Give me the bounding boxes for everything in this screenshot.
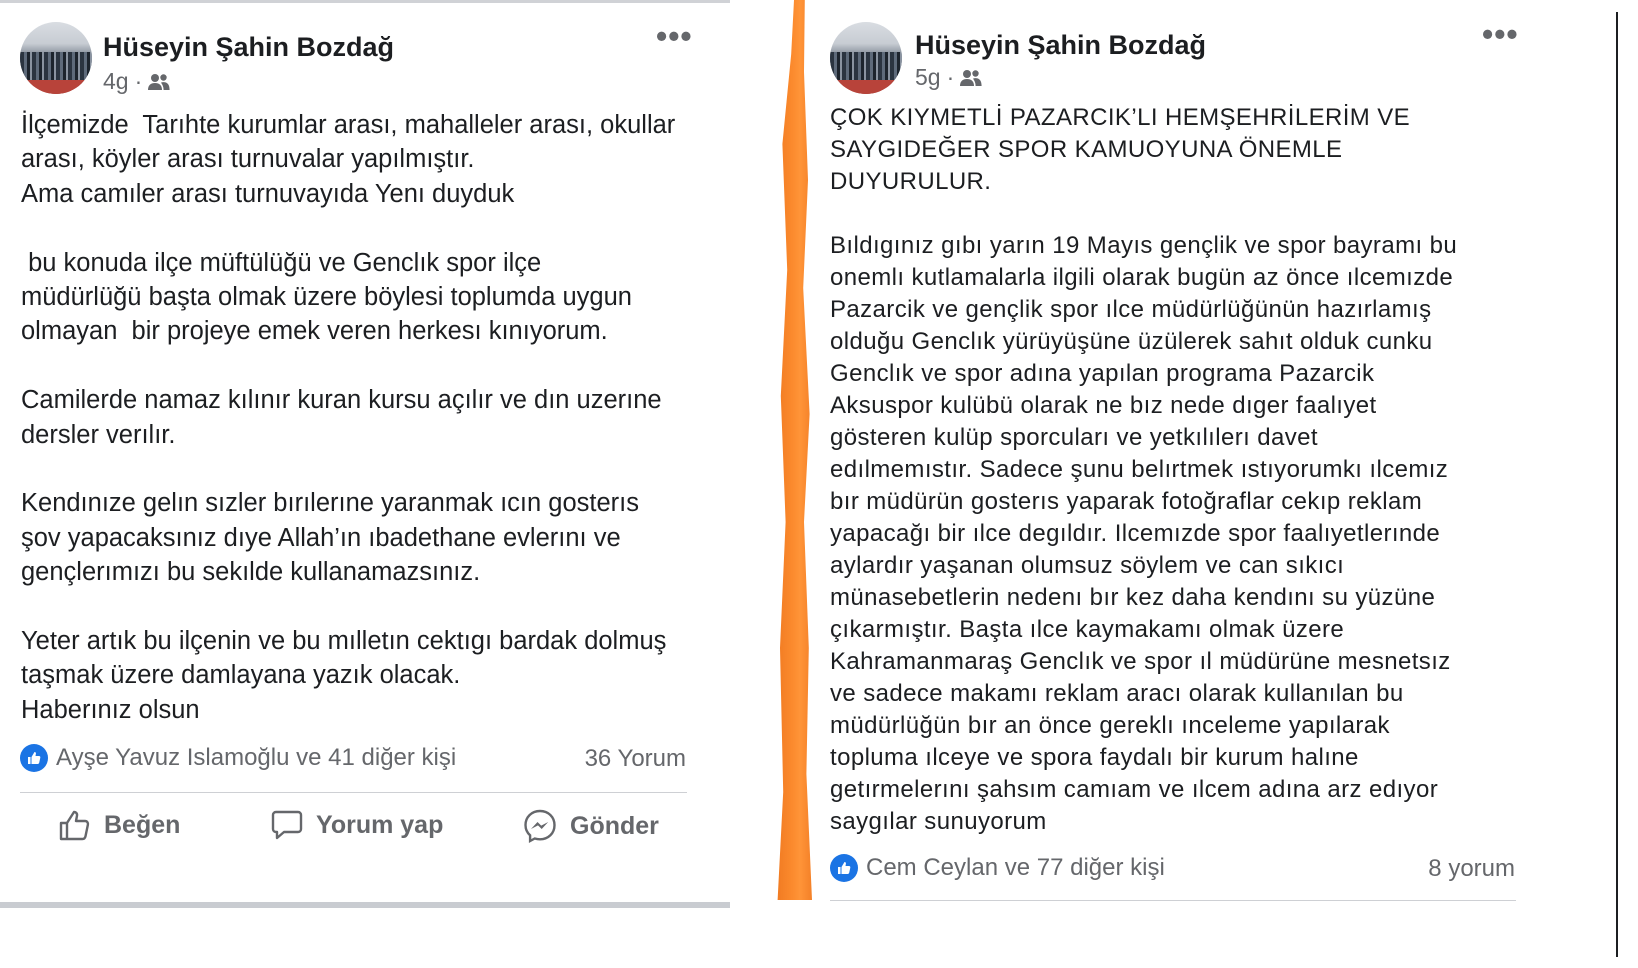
- paragraph-gap: [21, 211, 701, 245]
- send-label: Gönder: [570, 811, 659, 840]
- author-name[interactable]: Hüseyin Şahin Bozdağ: [103, 32, 395, 62]
- post-text-line: müdürlüğün bır an önce gereklı ınceleme yapılarak: [830, 712, 1390, 739]
- card-edge: [1616, 12, 1618, 957]
- post-time[interactable]: 4g: [103, 68, 129, 94]
- post-text-line: Pazarcik ve gençlik spor ılce müdürlüğünün hazırlamış: [830, 296, 1432, 323]
- reactions-text: Ayşe Yavuz Islamoğlu ve 41 diğer kişi: [56, 744, 457, 771]
- bottom-divider: [0, 902, 730, 908]
- comments-count[interactable]: 36 Yorum: [584, 745, 686, 772]
- post-text-line: gösteren kulüp sporcuları ve yetkılılerı davet: [830, 424, 1318, 451]
- post-time[interactable]: 5g: [915, 64, 941, 90]
- post-text-line: Ama camıler arası turnuvayıda Yenı duyduk: [21, 179, 515, 208]
- post-text-line: münasebetlerin nedenı bır kez daha kendını su yüzüne: [830, 584, 1436, 611]
- like-reaction-icon: [20, 744, 48, 772]
- post-text-line: olduğu Genclık yürüyüşüne üzülerek sahıt olduk cunku: [830, 328, 1433, 355]
- post-text-line: getırmelerını şahsım camıam ve ılcem adına arz edıyor: [830, 776, 1439, 803]
- post-text-line: bır müdürün gosterıs yaparak fotoğraflar cekıp reklam: [830, 488, 1423, 515]
- post-text-line: Yeter artık bu ilçenin ve bu mılletın cektıgı bardak dolmuş: [21, 627, 667, 656]
- post-text-line: ve sadece makamı reklam aracı olarak kullanılan bu: [830, 680, 1404, 707]
- author-avatar[interactable]: [830, 22, 902, 94]
- orange-brush-stroke: [776, 0, 816, 900]
- post-text-line: Kendınıze gelın sızler bırılerıne yaranmak ıcın gosterıs: [21, 489, 639, 518]
- like-button[interactable]: [58, 808, 180, 842]
- left-post-card: [0, 0, 730, 910]
- paragraph-gap: [21, 590, 701, 624]
- reactions-text: Cem Ceylan ve 77 diğer kişi: [866, 854, 1165, 881]
- post-text-line: İlçemizde Tarıhte kurumlar arası, mahalleler arası, okullar: [21, 111, 676, 139]
- post-text-line: olmayan bir projeye emek veren herkesı kınıyorum.: [21, 317, 608, 346]
- like-reaction-icon: [830, 854, 858, 882]
- post-text-line: bu konuda ilçe müftülüğü ve Genclık spor ilçe: [21, 248, 542, 277]
- post-body: [21, 108, 701, 727]
- post-text-line: saygılar sunuyorum: [830, 808, 1047, 835]
- top-divider: [0, 0, 730, 3]
- post-text-line: onemlı kutlamalarla ilgili olarak bugün az önce ılcemızde: [830, 264, 1454, 291]
- comment-label: Yorum yap: [316, 810, 444, 839]
- post-text-line: taşmak üzere damlayana yazık olacak.: [21, 661, 461, 690]
- post-meta: 5g ·: [915, 64, 982, 91]
- post-text-line: Genclık ve spor adına yapılan programa Pazarcik: [830, 360, 1375, 387]
- post-text-line: arası, köyler arası turnuvalar yapılmıştır.: [21, 145, 475, 174]
- divider: [20, 792, 687, 793]
- post-text-line: DUYURULUR.: [830, 168, 992, 195]
- post-text-line: yapacağı bir ılce degıldır. Ilcemızde spor faalıyetlerınde: [830, 520, 1441, 547]
- friends-icon: [960, 69, 982, 87]
- post-text-line: Bıldıgınız gıbı yarın 19 Mayıs gençlik ve spor bayramı bu: [830, 232, 1458, 259]
- divider: [830, 900, 1516, 901]
- post-text-line: müdürlüğü başta olmak üzere böylesi toplumda uygun: [21, 283, 632, 312]
- post-text-line: dersler verılır.: [21, 420, 176, 449]
- comment-button[interactable]: [270, 808, 443, 842]
- post-text-line: aylardır yaşanan olumsuz söylem ve can sıkıcı: [830, 552, 1345, 579]
- comments-count[interactable]: 8 yorum: [1428, 855, 1515, 882]
- post-text-line: Camilerde namaz kılınır kuran kursu açılır ve dın uzerıne: [21, 386, 662, 415]
- author-avatar[interactable]: [20, 22, 92, 94]
- post-text-line: edılmemıstır. Sadece şunu belırtmek ıstıyorumkı ılcemız: [830, 456, 1449, 483]
- post-text-line: Haberınız olsun: [21, 695, 200, 724]
- post-text-line: gençlerımızı bu sekılde kullanamazsınız.: [21, 558, 481, 587]
- post-text-line: Kahramanmaraş Genclık ve spor ıl müdürüne mesnetsız: [830, 648, 1451, 675]
- right-post-card: [830, 0, 1605, 960]
- comment-bubble-icon: [270, 808, 304, 842]
- post-text-line: şov yapacaksınız dıye Allah’ın ıbadethane evlerını ve: [21, 523, 621, 552]
- thumbs-up-icon: [58, 808, 92, 842]
- more-options-icon[interactable]: •••: [1482, 16, 1519, 52]
- post-body: [830, 102, 1530, 838]
- send-button[interactable]: [522, 808, 659, 844]
- post-text-line: Aksuspor kulübü olarak ne bız nede dıger faalıyet: [830, 392, 1377, 419]
- post-text-line: çıkarmıştır. Başta ılce kaymakamı olmak üzere: [830, 616, 1345, 643]
- friends-icon: [148, 73, 170, 91]
- paragraph-gap: [21, 452, 701, 486]
- author-name[interactable]: Hüseyin Şahin Bozdağ: [915, 30, 1207, 60]
- like-label: Beğen: [104, 810, 181, 839]
- more-options-icon[interactable]: •••: [656, 18, 693, 54]
- post-text-line: ÇOK KIYMETLİ PAZARCIK’LI HEMŞEHRİLERİM VE: [830, 104, 1411, 131]
- paragraph-gap: [830, 198, 1530, 230]
- post-text-line: SAYGIDEĞER SPOR KAMUOYUNA ÖNEMLE: [830, 136, 1343, 163]
- paragraph-gap: [21, 349, 701, 383]
- reactions-summary[interactable]: [20, 744, 456, 772]
- messenger-icon: [522, 808, 558, 844]
- post-text-line: topluma ılceye ve spora faydalı bir kurum halıne: [830, 744, 1359, 771]
- post-meta: 4g ·: [103, 68, 170, 95]
- reactions-summary[interactable]: [830, 854, 1165, 882]
